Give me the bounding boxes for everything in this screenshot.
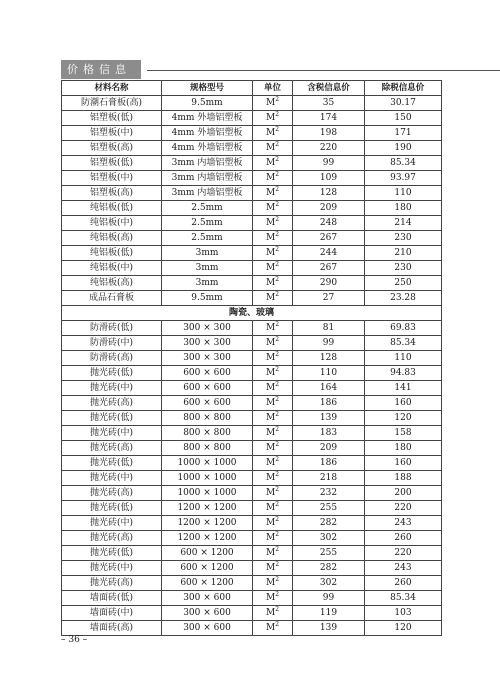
cell-price-tax: 209 — [293, 441, 365, 456]
unit-superscript: 2 — [275, 201, 280, 208]
unit-base: M — [265, 248, 276, 258]
unit-superscript: 2 — [275, 351, 280, 358]
cell-price-notax: 141 — [365, 381, 442, 396]
unit-base: M — [265, 458, 276, 468]
unit-base: M — [265, 413, 276, 423]
cell-material: 纯铝板(中) — [62, 216, 162, 231]
unit-superscript: 2 — [275, 141, 280, 148]
table-row — [62, 201, 442, 216]
unit-base: M — [265, 548, 276, 558]
table-row — [62, 231, 442, 246]
table-row — [62, 411, 442, 426]
cell-material: 抛光砖(中) — [62, 561, 162, 576]
cell-price-notax: 94.83 — [365, 366, 442, 381]
table-row — [62, 576, 442, 591]
unit-superscript: 2 — [275, 171, 280, 178]
cell-price-notax: 243 — [365, 516, 442, 531]
unit-superscript: 2 — [275, 156, 280, 163]
cell-material: 抛光砖(中) — [62, 516, 162, 531]
cell-unit — [253, 471, 293, 486]
cell-price-notax: 120 — [365, 411, 442, 426]
cell-price-tax: 186 — [293, 456, 365, 471]
unit-base: M — [265, 203, 276, 213]
cell-price-notax: 30.17 — [365, 96, 442, 111]
unit-base: M — [265, 623, 276, 633]
unit-base: M — [265, 293, 276, 303]
cell-price-notax: 160 — [365, 456, 442, 471]
cell-unit — [253, 261, 293, 276]
col-header-unit: 单位 — [253, 81, 293, 96]
unit-base: M — [265, 578, 276, 588]
cell-material: 抛光砖(高) — [62, 486, 162, 501]
cell-spec: 300 × 600 — [162, 606, 253, 621]
cell-material: 铝塑板(中) — [62, 171, 162, 186]
cell-material: 抛光砖(低) — [62, 546, 162, 561]
unit-base: M — [265, 368, 276, 378]
cell-spec: 9.5mm — [162, 291, 253, 306]
col-header-spec: 规格型号 — [162, 81, 253, 96]
unit-superscript: 2 — [275, 591, 280, 598]
cell-price-tax: 99 — [293, 156, 365, 171]
cell-material: 抛光砖(中) — [62, 381, 162, 396]
table-section-row-group — [62, 306, 442, 321]
unit-superscript: 2 — [275, 606, 280, 613]
cell-price-tax: 139 — [293, 411, 365, 426]
cell-material: 成品石膏板 — [62, 291, 162, 306]
table-row — [62, 561, 442, 576]
table-header-row — [62, 81, 442, 96]
cell-unit — [253, 381, 293, 396]
cell-price-notax: 85.34 — [365, 156, 442, 171]
cell-price-tax: 81 — [293, 321, 365, 336]
cell-spec: 300 × 300 — [162, 351, 253, 366]
cell-price-tax: 128 — [293, 351, 365, 366]
unit-base: M — [265, 278, 276, 288]
cell-price-tax: 282 — [293, 561, 365, 576]
cell-price-notax: 85.34 — [365, 336, 442, 351]
table-row — [62, 531, 442, 546]
section-header-rule — [147, 70, 500, 71]
unit-base: M — [265, 398, 276, 408]
unit-superscript: 2 — [275, 426, 280, 433]
cell-material: 纯铝板(低) — [62, 246, 162, 261]
cell-unit — [253, 441, 293, 456]
cell-price-tax: 109 — [293, 171, 365, 186]
unit-base: M — [265, 488, 276, 498]
table-row — [62, 351, 442, 366]
cell-material: 防滑砖(中) — [62, 336, 162, 351]
table-row — [62, 546, 442, 561]
unit-superscript: 2 — [275, 96, 280, 103]
cell-price-notax: 230 — [365, 231, 442, 246]
cell-spec: 2.5mm — [162, 231, 253, 246]
unit-superscript: 2 — [275, 396, 280, 403]
cell-price-notax: 110 — [365, 351, 442, 366]
cell-material: 墙面砖(低) — [62, 591, 162, 606]
cell-unit — [253, 186, 293, 201]
unit-superscript: 2 — [275, 366, 280, 373]
cell-unit — [253, 216, 293, 231]
unit-base: M — [265, 173, 276, 183]
cell-price-tax: 267 — [293, 231, 365, 246]
cell-price-notax: 230 — [365, 261, 442, 276]
cell-price-tax: 110 — [293, 366, 365, 381]
cell-spec: 800 × 800 — [162, 441, 253, 456]
cell-unit — [253, 246, 293, 261]
unit-base: M — [265, 593, 276, 603]
table-row — [62, 336, 442, 351]
unit-base: M — [265, 533, 276, 543]
price-table — [61, 80, 442, 636]
cell-price-tax: 232 — [293, 486, 365, 501]
cell-price-notax: 93.97 — [365, 171, 442, 186]
cell-price-tax: 255 — [293, 546, 365, 561]
table-row — [62, 126, 442, 141]
table-row — [62, 471, 442, 486]
cell-material: 铝塑板(低) — [62, 156, 162, 171]
cell-spec: 600 × 600 — [162, 381, 253, 396]
cell-unit — [253, 366, 293, 381]
cell-unit — [253, 486, 293, 501]
cell-price-notax: 160 — [365, 396, 442, 411]
cell-unit — [253, 291, 293, 306]
cell-spec: 1200 × 1200 — [162, 531, 253, 546]
unit-superscript: 2 — [275, 291, 280, 298]
unit-base: M — [265, 518, 276, 528]
cell-price-tax: 248 — [293, 216, 365, 231]
cell-price-tax: 255 — [293, 501, 365, 516]
cell-material: 抛光砖(高) — [62, 531, 162, 546]
unit-superscript: 2 — [275, 561, 280, 568]
cell-unit — [253, 336, 293, 351]
cell-price-tax: 164 — [293, 381, 365, 396]
table-body-boards — [62, 96, 442, 306]
cell-spec: 2.5mm — [162, 216, 253, 231]
cell-material: 铝塑板(高) — [62, 186, 162, 201]
cell-price-notax: 188 — [365, 471, 442, 486]
cell-material: 墙面砖(高) — [62, 621, 162, 636]
cell-spec: 300 × 300 — [162, 321, 253, 336]
cell-price-tax: 198 — [293, 126, 365, 141]
unit-superscript: 2 — [275, 126, 280, 133]
table-row — [62, 486, 442, 501]
cell-spec: 4mm 外墙铝塑板 — [162, 126, 253, 141]
cell-material: 防滑砖(低) — [62, 321, 162, 336]
cell-spec: 800 × 800 — [162, 411, 253, 426]
unit-base: M — [265, 143, 276, 153]
cell-spec: 3mm 内墙铝塑板 — [162, 156, 253, 171]
cell-unit — [253, 231, 293, 246]
cell-spec: 1200 × 1200 — [162, 516, 253, 531]
cell-unit — [253, 321, 293, 336]
col-header-price-tax: 含税信息价 — [293, 81, 365, 96]
unit-base: M — [265, 188, 276, 198]
section-row — [62, 306, 442, 321]
cell-price-notax: 200 — [365, 486, 442, 501]
cell-spec: 300 × 600 — [162, 591, 253, 606]
cell-material: 抛光砖(低) — [62, 411, 162, 426]
cell-price-tax: 128 — [293, 186, 365, 201]
cell-spec: 3mm 内墙铝塑板 — [162, 171, 253, 186]
cell-spec: 9.5mm — [162, 96, 253, 111]
unit-superscript: 2 — [275, 516, 280, 523]
cell-price-tax: 218 — [293, 471, 365, 486]
cell-material: 纯铝板(高) — [62, 231, 162, 246]
cell-unit — [253, 546, 293, 561]
cell-spec: 3mm 内墙铝塑板 — [162, 186, 253, 201]
cell-material: 抛光砖(高) — [62, 441, 162, 456]
cell-unit — [253, 576, 293, 591]
col-header-material: 材料名称 — [62, 81, 162, 96]
cell-material: 防滑砖(高) — [62, 351, 162, 366]
cell-unit — [253, 171, 293, 186]
cell-material: 抛光砖(低) — [62, 366, 162, 381]
cell-spec: 3mm — [162, 261, 253, 276]
table-row — [62, 396, 442, 411]
table-row — [62, 381, 442, 396]
unit-base: M — [265, 353, 276, 363]
table-row — [62, 321, 442, 336]
cell-price-notax: 180 — [365, 201, 442, 216]
cell-price-tax: 244 — [293, 246, 365, 261]
cell-price-notax: 180 — [365, 441, 442, 456]
cell-price-notax: 260 — [365, 531, 442, 546]
cell-spec: 4mm 外墙铝塑板 — [162, 111, 253, 126]
table-row — [62, 186, 442, 201]
cell-spec: 3mm — [162, 246, 253, 261]
unit-superscript: 2 — [275, 336, 280, 343]
section-title: 陶瓷、玻璃 — [62, 306, 442, 321]
table-row — [62, 246, 442, 261]
unit-superscript: 2 — [275, 456, 280, 463]
cell-unit — [253, 201, 293, 216]
table-row — [62, 111, 442, 126]
unit-base: M — [265, 428, 276, 438]
cell-spec: 300 × 300 — [162, 336, 253, 351]
cell-material: 墙面砖(中) — [62, 606, 162, 621]
cell-spec: 1000 × 1000 — [162, 456, 253, 471]
cell-unit — [253, 411, 293, 426]
cell-unit — [253, 426, 293, 441]
table-row — [62, 441, 442, 456]
cell-unit — [253, 111, 293, 126]
table-row — [62, 606, 442, 621]
table-row — [62, 516, 442, 531]
cell-spec: 2.5mm — [162, 201, 253, 216]
unit-base: M — [265, 158, 276, 168]
cell-unit — [253, 276, 293, 291]
cell-price-tax: 183 — [293, 426, 365, 441]
table-row — [62, 261, 442, 276]
cell-price-notax: 85.34 — [365, 591, 442, 606]
unit-superscript: 2 — [275, 216, 280, 223]
unit-superscript: 2 — [275, 486, 280, 493]
unit-base: M — [265, 503, 276, 513]
cell-material: 防潮石膏板(高) — [62, 96, 162, 111]
unit-base: M — [265, 608, 276, 618]
unit-base: M — [265, 113, 276, 123]
cell-unit — [253, 501, 293, 516]
cell-price-tax: 282 — [293, 516, 365, 531]
cell-spec: 3mm — [162, 276, 253, 291]
unit-superscript: 2 — [275, 411, 280, 418]
cell-price-tax: 302 — [293, 576, 365, 591]
unit-base: M — [265, 218, 276, 228]
cell-material: 抛光砖(高) — [62, 576, 162, 591]
table-row — [62, 276, 442, 291]
cell-material: 铝塑板(高) — [62, 141, 162, 156]
table-body-ceramics — [62, 321, 442, 636]
unit-superscript: 2 — [275, 471, 280, 478]
cell-material: 抛光砖(高) — [62, 396, 162, 411]
cell-price-notax: 69.83 — [365, 321, 442, 336]
cell-spec: 600 × 1200 — [162, 546, 253, 561]
cell-unit — [253, 351, 293, 366]
table-row — [62, 156, 442, 171]
table-row — [62, 366, 442, 381]
unit-superscript: 2 — [275, 381, 280, 388]
cell-material: 抛光砖(中) — [62, 471, 162, 486]
cell-spec: 600 × 1200 — [162, 576, 253, 591]
unit-superscript: 2 — [275, 531, 280, 538]
cell-unit — [253, 141, 293, 156]
cell-spec: 300 × 600 — [162, 621, 253, 636]
cell-unit — [253, 96, 293, 111]
cell-spec: 1000 × 1000 — [162, 471, 253, 486]
table-row — [62, 291, 442, 306]
cell-price-notax: 220 — [365, 546, 442, 561]
cell-material: 抛光砖(低) — [62, 501, 162, 516]
unit-superscript: 2 — [275, 576, 280, 583]
cell-price-notax: 150 — [365, 111, 442, 126]
unit-superscript: 2 — [275, 546, 280, 553]
cell-unit — [253, 516, 293, 531]
cell-unit — [253, 156, 293, 171]
cell-spec: 600 × 1200 — [162, 561, 253, 576]
cell-price-tax: 139 — [293, 621, 365, 636]
page-number: – 36 – — [61, 635, 88, 645]
cell-material: 铝塑板(低) — [62, 111, 162, 126]
unit-superscript: 2 — [275, 246, 280, 253]
unit-base: M — [265, 473, 276, 483]
cell-price-tax: 119 — [293, 606, 365, 621]
cell-price-notax: 210 — [365, 246, 442, 261]
cell-material: 纯铝板(高) — [62, 276, 162, 291]
cell-spec: 600 × 600 — [162, 396, 253, 411]
unit-superscript: 2 — [275, 501, 280, 508]
unit-superscript: 2 — [275, 441, 280, 448]
cell-spec: 600 × 600 — [162, 366, 253, 381]
cell-spec: 1000 × 1000 — [162, 486, 253, 501]
section-header — [61, 60, 441, 79]
cell-price-tax: 267 — [293, 261, 365, 276]
unit-superscript: 2 — [275, 261, 280, 268]
cell-material: 抛光砖(低) — [62, 456, 162, 471]
cell-price-tax: 220 — [293, 141, 365, 156]
unit-base: M — [265, 128, 276, 138]
cell-price-tax: 290 — [293, 276, 365, 291]
cell-price-tax: 27 — [293, 291, 365, 306]
cell-price-tax: 99 — [293, 591, 365, 606]
table-row — [62, 456, 442, 471]
table-row — [62, 141, 442, 156]
unit-base: M — [265, 98, 276, 108]
table-row — [62, 501, 442, 516]
unit-base: M — [265, 563, 276, 573]
unit-base: M — [265, 323, 276, 333]
cell-price-tax: 99 — [293, 336, 365, 351]
cell-spec: 4mm 外墙铝塑板 — [162, 141, 253, 156]
unit-superscript: 2 — [275, 186, 280, 193]
cell-spec: 1200 × 1200 — [162, 501, 253, 516]
unit-base: M — [265, 443, 276, 453]
table-row — [62, 96, 442, 111]
unit-superscript: 2 — [275, 276, 280, 283]
cell-price-notax: 158 — [365, 426, 442, 441]
col-header-price-notax: 除税信息价 — [365, 81, 442, 96]
cell-material: 纯铝板(低) — [62, 201, 162, 216]
cell-price-notax: 171 — [365, 126, 442, 141]
cell-price-notax: 190 — [365, 141, 442, 156]
cell-price-notax: 23.28 — [365, 291, 442, 306]
cell-price-tax: 174 — [293, 111, 365, 126]
section-header-label: 价格信息 — [61, 60, 141, 79]
cell-unit — [253, 606, 293, 621]
cell-price-tax: 302 — [293, 531, 365, 546]
cell-price-notax: 250 — [365, 276, 442, 291]
cell-unit — [253, 621, 293, 636]
table-row — [62, 216, 442, 231]
unit-superscript: 2 — [275, 621, 280, 628]
cell-price-tax: 209 — [293, 201, 365, 216]
unit-superscript: 2 — [275, 321, 280, 328]
unit-superscript: 2 — [275, 231, 280, 238]
cell-price-notax: 120 — [365, 621, 442, 636]
cell-price-tax: 186 — [293, 396, 365, 411]
cell-price-notax: 214 — [365, 216, 442, 231]
unit-base: M — [265, 233, 276, 243]
table-row — [62, 621, 442, 636]
table-row — [62, 171, 442, 186]
unit-base: M — [265, 338, 276, 348]
unit-superscript: 2 — [275, 111, 280, 118]
cell-material: 抛光砖(中) — [62, 426, 162, 441]
cell-price-notax: 220 — [365, 501, 442, 516]
cell-price-notax: 260 — [365, 576, 442, 591]
cell-price-tax: 35 — [293, 96, 365, 111]
unit-base: M — [265, 263, 276, 273]
cell-unit — [253, 591, 293, 606]
cell-unit — [253, 456, 293, 471]
cell-price-notax: 243 — [365, 561, 442, 576]
cell-price-notax: 110 — [365, 186, 442, 201]
cell-price-notax: 103 — [365, 606, 442, 621]
cell-unit — [253, 126, 293, 141]
table-row — [62, 591, 442, 606]
unit-base: M — [265, 383, 276, 393]
cell-unit — [253, 531, 293, 546]
cell-material: 纯铝板(中) — [62, 261, 162, 276]
table-row — [62, 426, 442, 441]
cell-material: 铝塑板(中) — [62, 126, 162, 141]
cell-unit — [253, 396, 293, 411]
cell-spec: 800 × 800 — [162, 426, 253, 441]
cell-unit — [253, 561, 293, 576]
